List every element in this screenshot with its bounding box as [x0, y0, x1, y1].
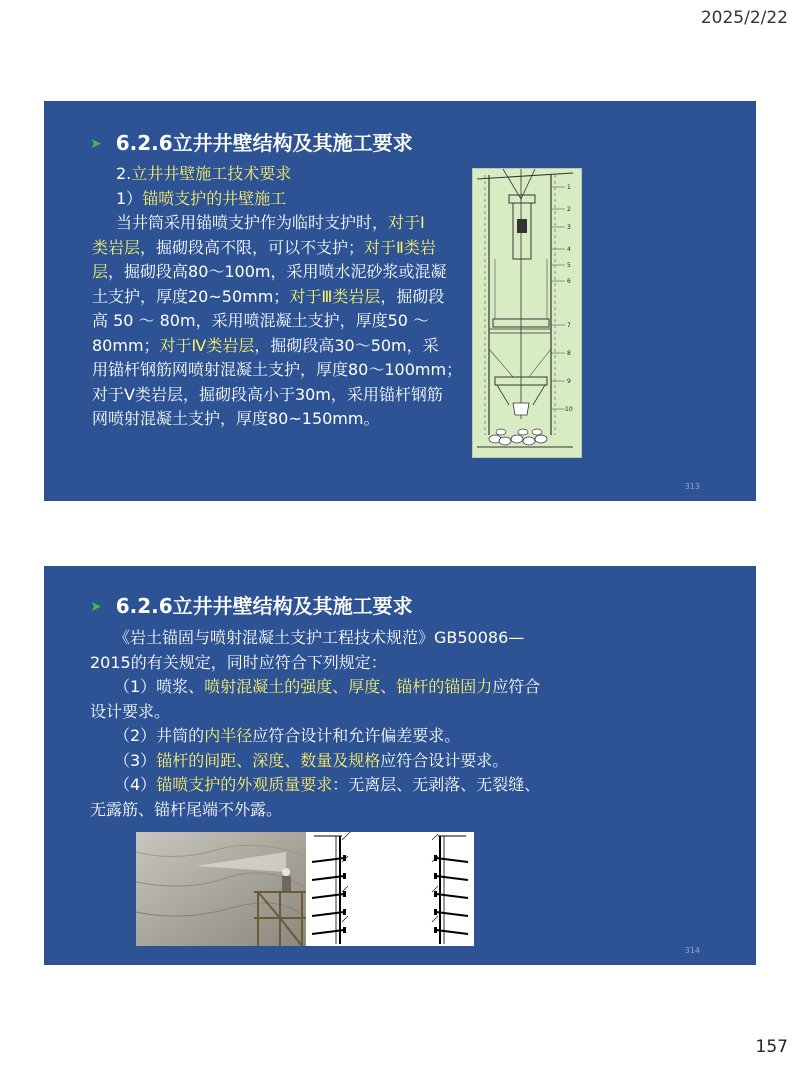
text-segment: （4）: [114, 775, 157, 794]
text-segment: ，掘砌段高不限，可以不支护；: [140, 237, 365, 257]
text-segment: ：无离层、无剥落、无裂缝、: [332, 775, 541, 794]
shotcrete-photo-svg: [136, 832, 306, 946]
text-line: [92, 358, 472, 383]
text-line: [90, 675, 610, 700]
text-line: [92, 187, 472, 212]
highlighted-text: 喷射混凝土的强度、厚度、锚杆的锚固力: [204, 677, 493, 696]
text-segment: ，掘砌段: [380, 286, 445, 306]
text-segment: 2015的有关规定，同时应符合下列规定：: [90, 652, 387, 672]
text-line: [92, 211, 472, 236]
highlighted-text: 对于Ⅲ类岩层: [289, 286, 381, 306]
text-line: [92, 236, 472, 261]
fig-label-3: 3: [567, 224, 571, 231]
highlighted-text: 对于Ⅰ: [388, 213, 425, 232]
fig-label-9: 9: [567, 378, 571, 385]
text-segment: 当井筒采用锚喷支护作为临时支护时，: [116, 213, 389, 232]
fig-label-10: 10: [565, 406, 573, 413]
shaft-diagram: [472, 168, 582, 458]
text-segment: 无露筋、锚杆尾端不外露。: [90, 799, 283, 819]
text-segment: 用锚杆钢筋网喷射混凝土支护，厚度80～100mm；: [92, 360, 463, 379]
text-line: [90, 700, 610, 725]
text-segment: 2.: [116, 164, 132, 183]
highlighted-text: 内半径: [204, 726, 253, 745]
slide-title: [90, 590, 413, 619]
text-line: [90, 749, 610, 774]
text-segment: 应符合设计和允许偏差要求。: [252, 726, 461, 745]
text-segment: （1）喷浆、: [114, 677, 205, 696]
text-line: [90, 798, 610, 823]
fig-label-6: 6: [567, 278, 571, 285]
arrow-bullet-icon: ➤: [90, 136, 102, 152]
text-segment: 应符合设计要求。: [380, 750, 509, 770]
text-segment: ，掘砌段高80～100m，采用喷水泥砂浆或混凝: [108, 262, 447, 281]
text-line: [92, 162, 472, 187]
fig-label-7: 7: [567, 322, 571, 329]
highlighted-text: 锚喷支护的外观质量要求: [156, 775, 333, 794]
page-date: 2025/2/22: [700, 8, 788, 28]
text-segment: 1）: [116, 188, 143, 208]
text-line: [92, 407, 472, 432]
fig-label-5: 5: [567, 262, 571, 269]
text-segment: （2）井筒的: [114, 726, 205, 745]
slide-title-text: 6.2.6立井井壁结构及其施工要求: [115, 131, 413, 155]
fig-label-4: 4: [567, 246, 571, 253]
highlighted-text: 立井井壁施工技术要求: [131, 164, 292, 183]
page-number: 157: [755, 1037, 788, 1057]
text-line: [90, 773, 610, 798]
slide-body: [92, 162, 472, 432]
highlighted-text: 锚杆的间距、深度、数量及规格: [156, 750, 381, 770]
highlighted-text: 类岩层: [92, 237, 141, 257]
text-segment: 网喷射混凝土支护，厚度80~150mm。: [92, 409, 380, 428]
text-line: [92, 334, 472, 359]
text-segment: 应符合: [492, 677, 541, 696]
slide-number: 313: [684, 482, 700, 491]
rock-bolt-diagram: [306, 832, 474, 946]
slide-title: [90, 127, 413, 156]
text-segment: 对于V类岩层，掘砌段高小于30m，采用锚杆钢筋: [92, 384, 443, 404]
fig-label-1: 1: [567, 184, 571, 191]
text-line: [92, 383, 472, 408]
slide-title-text: 6.2.6立井井壁结构及其施工要求: [115, 594, 413, 618]
text-line: [90, 724, 610, 749]
arrow-bullet-icon: ➤: [90, 599, 102, 615]
rock-bolt-diagram-svg: [306, 832, 474, 946]
shaft-diagram-svg: [473, 169, 581, 457]
slide-body: [90, 626, 610, 822]
text-line: [92, 309, 472, 334]
highlighted-text: 对于Ⅱ类岩: [364, 237, 436, 257]
text-line: [90, 651, 610, 676]
text-segment: ，掘砌段高30～50m，采: [254, 335, 439, 355]
highlighted-text: 锚喷支护的井壁施工: [142, 188, 287, 208]
text-line: [92, 285, 472, 310]
text-segment: 80mm；: [92, 335, 160, 355]
text-line: [90, 626, 610, 651]
fig-label-2: 2: [567, 206, 571, 213]
text-segment: 设计要求。: [90, 701, 171, 721]
text-segment: 《岩土锚固与喷射混凝土支护工程技术规范》GB50086—: [114, 628, 525, 647]
highlighted-text: 对于Ⅳ类岩层: [159, 335, 255, 355]
shotcrete-photo: [136, 832, 306, 946]
fig-label-8: 8: [567, 350, 571, 357]
slide-number: 314: [684, 946, 700, 955]
text-segment: 土支护，厚度20~50mm；: [92, 286, 290, 306]
highlighted-text: 层: [92, 262, 109, 281]
text-segment: 高 50 ～ 80m，采用喷混凝土支护，厚度50 ～: [92, 311, 430, 330]
text-segment: （3）: [114, 750, 157, 770]
slide-314: [44, 566, 756, 965]
text-line: [92, 260, 472, 285]
slide-313: [44, 101, 756, 501]
